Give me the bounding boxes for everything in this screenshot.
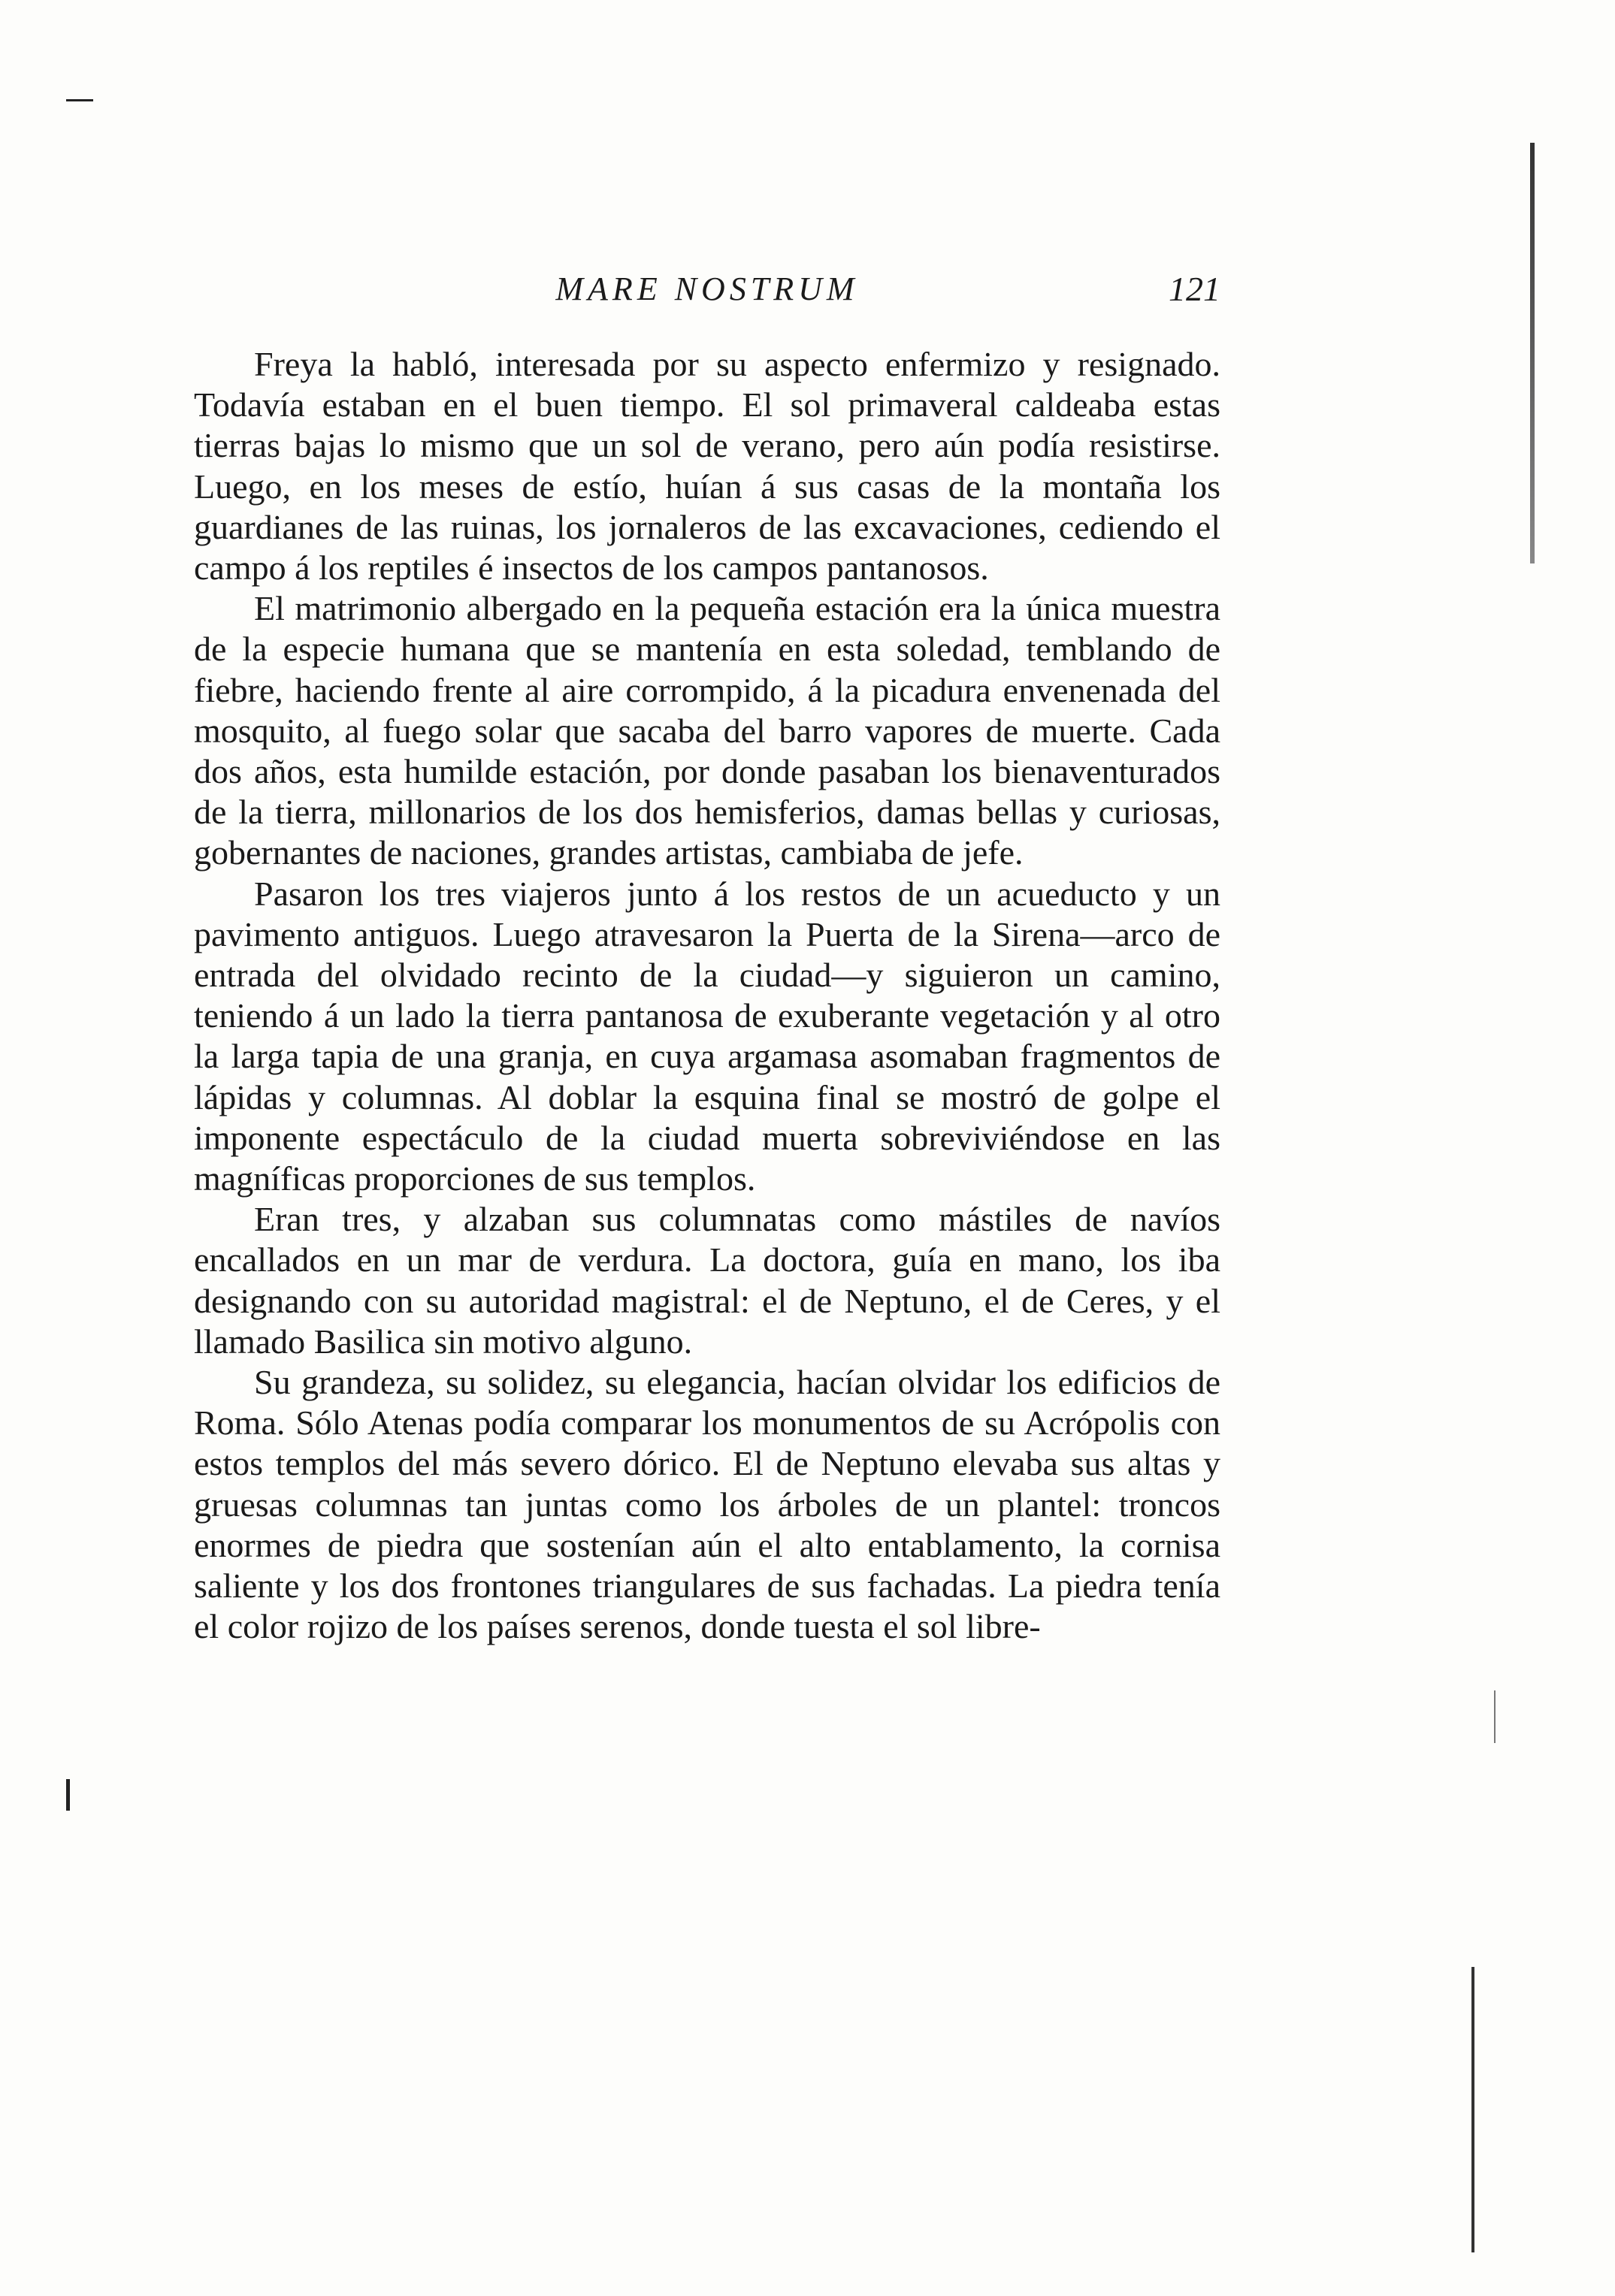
paragraph: Su grandeza, su solidez, su elegancia, hacían olvidar los edificios de Roma. Sólo Atenas podía comparar los monumentos de su Acrópolis con estos templos del más severo dórico. El de Neptuno elevaba sus altas y gruesas columnas tan juntas como los árboles de un plantel: troncos enormes de piedra que sostenían aún el alto entablamento, la cornisa saliente y los dos frontones triangulares de sus fachadas. La piedra tenía el color rojizo de los países serenos, donde tuesta el sol libre-	[194, 1363, 1220, 1646]
scan-edge-line	[1471, 1967, 1474, 2252]
paragraph: Eran tres, y alzaban sus columnatas como mástiles de navíos encallados en un mar de verdura. La doctora, guía en mano, los iba designando con su autoridad magistral: el de Neptuno, el de Ceres, y el llamado Basilica sin motivo alguno.	[194, 1200, 1220, 1361]
scan-mark	[66, 1779, 70, 1811]
body-text	[194, 344, 1220, 1648]
scan-edge-shadow	[1530, 143, 1535, 563]
running-title: MARE NOSTRUM	[555, 270, 859, 307]
page-number: 121	[1169, 270, 1220, 308]
scan-mark	[1494, 1690, 1496, 1743]
scan-mark	[66, 99, 93, 101]
paragraph: El matrimonio albergado en la pequeña estación era la única muestra de la especie humana que se mantenía en esta soledad, temblando de fiebre, haciendo frente al aire corrompido, á la picadura envenenada del mosquito, al fuego solar que sacaba del barro vapores de muerte. Cada dos años, esta humilde estación, por donde pasaban los bienaventurados de la tierra, millonarios de los dos hemisferios, damas bellas y curiosas, gobernantes de naciones, grandes artistas, cambiaba de jefe.	[194, 589, 1220, 872]
paragraph: Pasaron los tres viajeros junto á los restos de un acueducto y un pavimento antiguos. Luego atravesaron la Puerta de la Sirena—arco de entrada del olvidado recinto de la ciudad—y siguieron un camino, teniendo á un lado la tierra pantanosa de exuberante vegetación y al otro la larga tapia de una granja, en cuya argamasa asomaban fragmentos de lápidas y columnas. Al doblar la esquina final se mostró de golpe el imponente espectáculo de la ciudad muerta sobreviviéndose en las magníficas proporciones de sus templos.	[194, 874, 1220, 1198]
paragraph: Freya la habló, interesada por su aspecto enfermizo y resignado. Todavía estaban en el buen tiempo. El sol primaveral caldeaba estas tierras bajas lo mismo que un sol de verano, pero aún podía resistirse. Luego, en los meses de estío, huían á sus casas de la montaña los guardianes de las ruinas, los jornaleros de las excavaciones, cediendo el campo á los reptiles é insectos de los campos pantanosos.	[194, 345, 1220, 588]
page-header	[194, 263, 1220, 316]
